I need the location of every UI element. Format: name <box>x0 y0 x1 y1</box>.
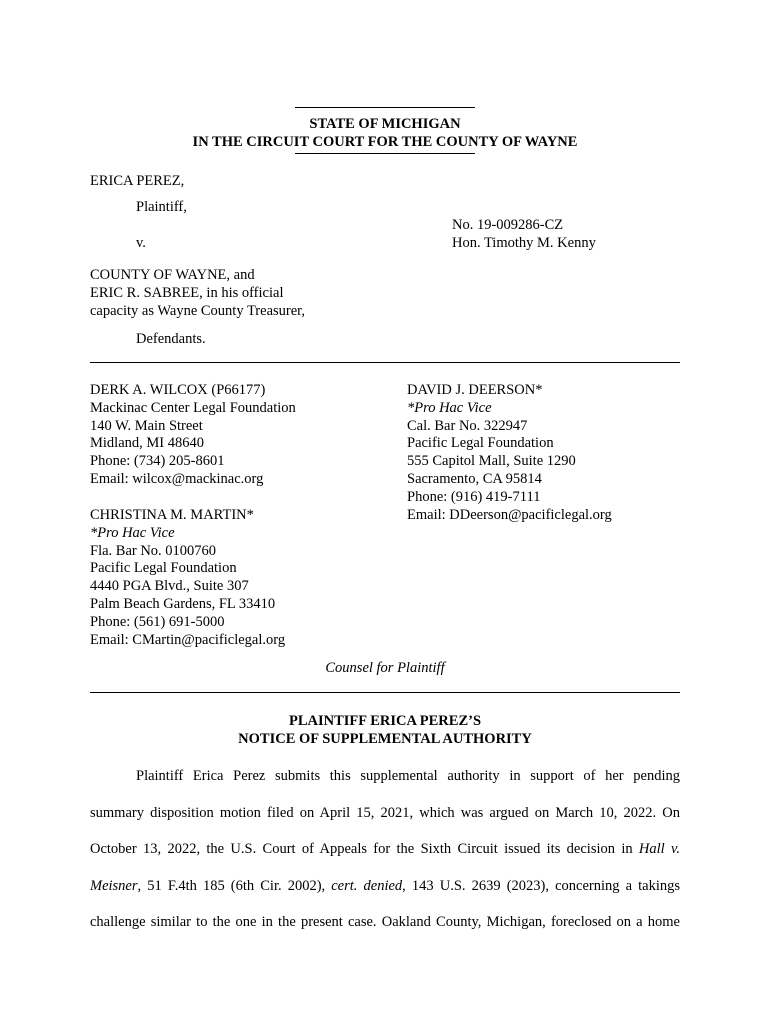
versus: v. <box>136 235 146 251</box>
defendants-line: capacity as Wayne County Treasurer, <box>90 302 306 319</box>
counsel-line: 555 Capitol Mall, Suite 1290 <box>407 453 576 470</box>
plaintiff-name: ERICA PEREZ, <box>90 173 185 189</box>
counsel-left-1 <box>90 382 296 489</box>
body-paragraph <box>90 758 680 941</box>
header-bottom-rule <box>295 153 475 154</box>
counsel-line: Sacramento, CA 95814 <box>407 470 542 487</box>
case-number: No. 19-009286-CZ <box>452 217 564 233</box>
counsel-line: Pacific Legal Foundation <box>407 435 554 452</box>
counsel-line: Email: DDeerson@pacificlegal.org <box>407 506 612 523</box>
case-citation: Hall v. <box>638 841 681 857</box>
judge-name: Hon. Timothy M. Kenny <box>452 235 596 251</box>
defendant-role: Defendants. <box>136 331 206 347</box>
body-text: October 13, 2022, the U.S. Court of Appeals for the Sixth Circuit issued its decision in <box>90 841 639 857</box>
defendants-line: COUNTY OF WAYNE, and <box>90 267 255 283</box>
counsel-name: CHRISTINA M. MARTIN* <box>90 507 254 523</box>
counsel-line: 4440 PGA Blvd., Suite 307 <box>90 578 249 595</box>
body-line <box>90 758 680 795</box>
counsel-role: Counsel for Plaintiff <box>325 660 445 676</box>
counsel-line: Fla. Bar No. 0100760 <box>90 542 217 559</box>
counsel-line: Email: wilcox@mackinac.org <box>90 470 264 487</box>
counsel-right <box>407 382 612 524</box>
pro-hac-vice: *Pro Hac Vice <box>90 524 175 541</box>
case-citation: Meisner <box>90 877 138 894</box>
document-title-line2: NOTICE OF SUPPLEMENTAL AUTHORITY <box>238 731 532 747</box>
plaintiff-role: Plaintiff, <box>136 199 187 215</box>
counsel-line: Phone: (561) 691-5000 <box>90 613 225 630</box>
pro-hac-vice: *Pro Hac Vice <box>407 399 492 416</box>
counsel-name: DAVID J. DEERSON* <box>407 382 543 398</box>
body-line <box>90 831 680 868</box>
counsel-line: Mackinac Center Legal Foundation <box>90 399 296 416</box>
counsel-line: Midland, MI 48640 <box>90 435 204 452</box>
counsel-left-2 <box>90 507 285 649</box>
court-heading: IN THE CIRCUIT COURT FOR THE COUNTY OF WAYNE <box>192 134 578 150</box>
cert-denied: cert. denied <box>331 877 403 894</box>
body-line <box>90 868 680 905</box>
counsel-line: Phone: (916) 419-7111 <box>407 488 541 505</box>
body-text: summary disposition motion filed on April 15, 2021, which was argued on March 10, 2022. On <box>90 804 680 821</box>
body-text: Plaintiff Erica Perez submits this supplemental authority in support of her pending <box>136 768 680 784</box>
counsel-line: Palm Beach Gardens, FL 33410 <box>90 595 276 612</box>
counsel-line: DERK A. WILCOX (P66177) <box>90 382 266 398</box>
counsel-line: 140 W. Main Street <box>90 417 203 434</box>
counsel-line: Pacific Legal Foundation <box>90 560 237 577</box>
body-text: , 143 U.S. 2639 (2023), concerning a takings <box>402 877 680 894</box>
counsel-line: Email: CMartin@pacificlegal.org <box>90 631 286 648</box>
counsel-line: Cal. Bar No. 322947 <box>407 417 528 434</box>
body-line <box>90 795 680 832</box>
counsel-line: Phone: (734) 205-8601 <box>90 453 225 470</box>
body-text: challenge similar to the one in the present case. Oakland County, Michigan, foreclosed on a home <box>90 914 680 930</box>
caption-divider <box>90 362 680 363</box>
counsel-divider <box>90 692 680 693</box>
state-heading: STATE OF MICHIGAN <box>309 116 461 132</box>
body-line <box>90 904 680 941</box>
body-text: , 51 F.4th 185 (6th Cir. 2002), <box>137 877 332 894</box>
header-top-rule <box>295 107 475 108</box>
document-title-line1: PLAINTIFF ERICA PEREZ’S <box>288 713 482 729</box>
defendants-line: ERIC R. SABREE, in his official <box>90 284 284 301</box>
defendants-block <box>90 267 305 320</box>
